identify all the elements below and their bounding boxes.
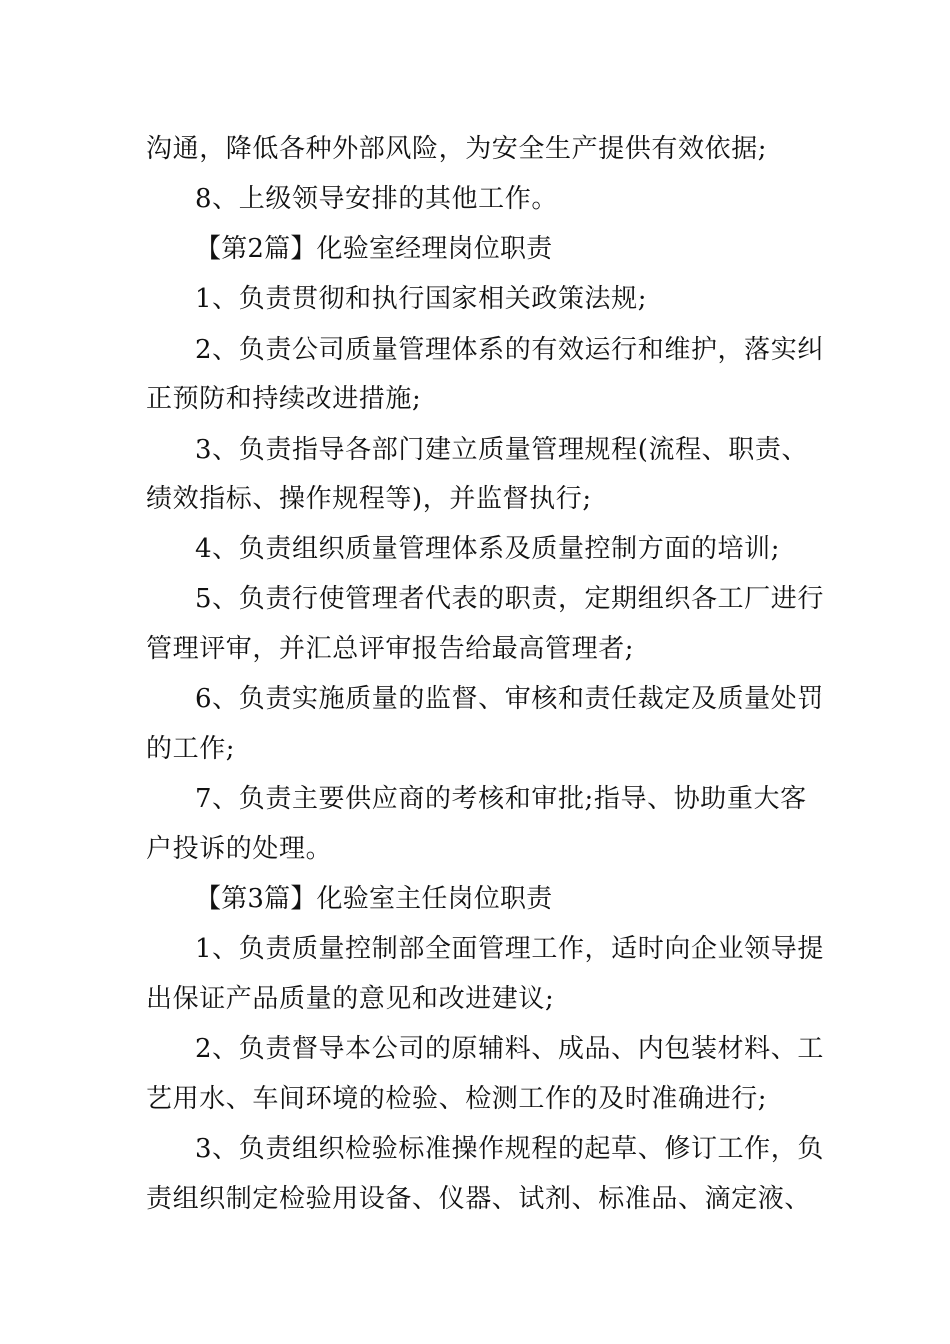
paragraph-line: 7、负责主要供应商的考核和审批;指导、协助重大客 [195,784,807,814]
paragraph-line: 艺用水、车间环境的检验、检测工作的及时准确进行; [146,1084,768,1114]
paragraph-line: 4、负责组织质量管理体系及质量控制方面的培训; [195,534,781,564]
paragraph-line: 5、负责行使管理者代表的职责，定期组织各工厂进行 [195,584,824,614]
paragraph-line: 责组织制定检验用设备、仪器、试剂、标准品、滴定液、 [146,1184,812,1214]
paragraph-line: 绩效指标、操作规程等)，并监督执行; [146,484,592,514]
section-heading: 【第2篇】化验室经理岗位职责 [195,234,553,264]
paragraph-line: 1、负责贯彻和执行国家相关政策法规; [195,284,648,314]
paragraph-line: 户投诉的处理。 [146,834,333,864]
paragraph-line: 6、负责实施质量的监督、审核和责任裁定及质量处罚 [195,684,824,714]
section-heading: 【第3篇】化验室主任岗位职责 [195,884,553,914]
paragraph-line: 2、负责公司质量管理体系的有效运行和维护，落实纠 [195,335,824,365]
paragraph-line: 的工作; [146,734,236,764]
paragraph-line: 管理评审，并汇总评审报告给最高管理者; [146,634,635,664]
paragraph-line: 2、负责督导本公司的原辅料、成品、内包装材料、工 [195,1034,824,1064]
paragraph-line: 出保证产品质量的意见和改进建议; [146,984,555,1014]
paragraph-line: 3、负责指导各部门建立质量管理规程(流程、职责、 [195,435,809,465]
paragraph-line: 3、负责组织检验标准操作规程的起草、修订工作，负 [195,1134,824,1164]
paragraph-line: 8、上级领导安排的其他工作。 [195,184,558,214]
paragraph-line: 正预防和持续改进措施; [146,384,422,414]
paragraph-line: 沟通，降低各种外部风险，为安全生产提供有效依据; [146,134,768,164]
paragraph-line: 1、负责质量控制部全面管理工作，适时向企业领导提 [195,934,824,964]
